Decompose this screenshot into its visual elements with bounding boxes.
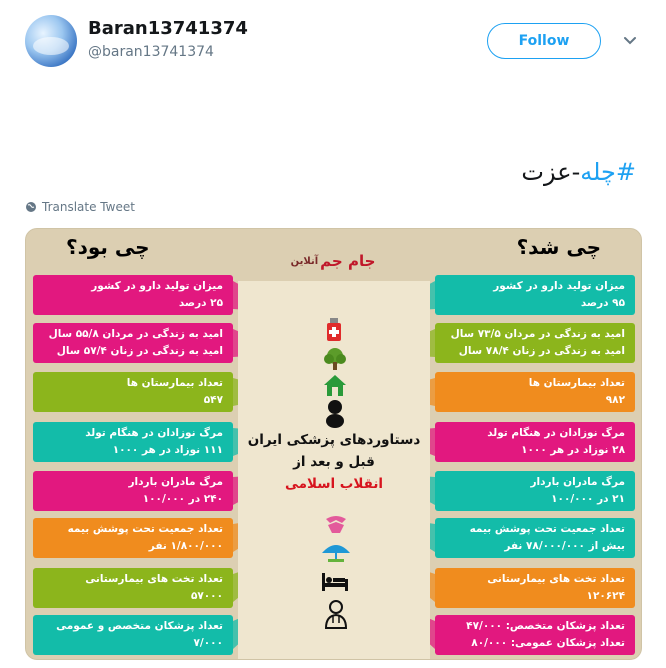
left-card-line2: امید به زندگی در زنان ۵۷/۴ سال — [56, 345, 223, 357]
right-card-line2: تعداد پزشکان عمومی: ۸۰/۰۰۰ — [471, 637, 625, 649]
right-card-line1: مرگ مادران باردار — [530, 476, 625, 488]
medicine-bottle-icon — [323, 317, 345, 343]
left-card-line1: تعداد جمعیت تحت پوشش بیمه — [67, 523, 223, 535]
right-card-line1: تعداد جمعیت تحت پوشش بیمه — [469, 523, 625, 535]
follow-button[interactable]: Follow — [487, 23, 601, 59]
right-card-line1: تعداد پزشکان متخصص: ۴۷/۰۰۰ — [466, 620, 625, 632]
left-card-line1: مرگ مادران باردار — [128, 476, 223, 488]
right-heading: چی شد؟ — [516, 235, 601, 259]
insurance-umbrella-icon — [320, 539, 352, 563]
jamejam-logo — [286, 247, 380, 275]
right-card-line2: ۲۱ در ۱۰۰/۰۰۰ — [551, 493, 625, 505]
left-card-2 — [33, 323, 233, 363]
logo-small-text: آنلاین — [290, 255, 319, 267]
left-card-4 — [33, 422, 233, 462]
right-card-line1: میزان تولید دارو در کشور — [493, 280, 625, 292]
left-card-line2: ۷/۰۰۰ — [193, 637, 223, 649]
left-card-line2: ۱/۸۰۰/۰۰۰ نفر — [148, 540, 223, 552]
translate-label: Translate Tweet — [42, 200, 135, 214]
right-card-5 — [435, 471, 635, 511]
hospital-bed-icon — [320, 569, 350, 593]
chevron-down-icon[interactable] — [622, 33, 638, 49]
left-card-line1: تعداد پزشکان متخصص و عمومی — [56, 620, 223, 632]
left-card-line2: ۵۷۰۰۰ — [190, 590, 223, 602]
center-title-line1: دستاوردهای پزشکی ایران — [247, 432, 421, 448]
left-card-5 — [33, 471, 233, 511]
left-card-line2: ۲۵ درصد — [178, 297, 223, 309]
left-card-line2: ۲۴۰ در ۱۰۰/۰۰۰ — [142, 493, 223, 505]
right-card-line1: مرگ نوزادان در هنگام تولد — [487, 427, 625, 439]
tree-icon — [321, 347, 349, 371]
right-card-line2: ۹۵ درصد — [580, 297, 625, 309]
tweet-text — [521, 158, 636, 186]
mother-child-icon — [322, 513, 350, 535]
right-card-3 — [435, 372, 635, 412]
left-card-line1: تعداد بیمارستان ها — [126, 377, 223, 389]
left-card-8 — [33, 615, 233, 655]
right-card-2 — [435, 323, 635, 363]
right-card-line1: امید به زندگی در مردان ۷۳/۵ سال — [450, 328, 625, 340]
home-icon — [322, 373, 348, 397]
left-card-line1: میزان تولید دارو در کشور — [91, 280, 223, 292]
doctor-icon — [324, 599, 348, 629]
baby-icon — [322, 399, 348, 429]
hashtag-link[interactable]: #چله — [580, 158, 636, 186]
right-card-line2: ۲۸ نوزاد در هر ۱۰۰۰ — [521, 444, 625, 456]
left-card-line1: مرگ نوزادان در هنگام تولد — [85, 427, 223, 439]
center-title — [238, 429, 430, 495]
globe-icon — [25, 201, 37, 213]
left-card-line2: ۱۱۱ نوزاد در هر ۱۰۰۰ — [112, 444, 223, 456]
left-card-1 — [33, 275, 233, 315]
right-card-line2: ۹۸۲ — [605, 394, 625, 406]
right-card-4 — [435, 422, 635, 462]
right-card-line2: ۱۲۰۶۲۴ — [586, 590, 625, 602]
logo-text: جام جم — [320, 252, 376, 270]
left-card-line1: تعداد تخت های بیمارستانی — [85, 573, 223, 585]
avatar[interactable] — [25, 15, 77, 67]
tweet-text-rest: -عزت — [521, 158, 581, 186]
right-card-7 — [435, 568, 635, 608]
left-card-line2: ۵۴۷ — [203, 394, 223, 406]
translate-tweet-link[interactable] — [25, 200, 135, 214]
right-card-8 — [435, 615, 635, 655]
right-card-1 — [435, 275, 635, 315]
left-card-3 — [33, 372, 233, 412]
center-panel — [238, 281, 430, 659]
right-card-6 — [435, 518, 635, 558]
display-name[interactable]: Baran13741374 — [88, 18, 248, 39]
right-card-line2: امید به زندگی در زنان ۷۸/۴ سال — [458, 345, 625, 357]
user-handle[interactable]: @baran13741374 — [88, 44, 214, 60]
left-heading: چی بود؟ — [66, 235, 150, 259]
right-card-line1: تعداد بیمارستان ها — [528, 377, 625, 389]
left-card-7 — [33, 568, 233, 608]
right-card-line2: بیش از ۷۸/۰۰۰/۰۰۰ نفر — [504, 540, 625, 552]
infographic-image[interactable] — [25, 228, 642, 660]
left-card-line1: امید به زندگی در مردان ۵۵/۸ سال — [48, 328, 223, 340]
center-title-line3: انقلاب اسلامی — [284, 476, 384, 492]
center-title-line2: قبل و بعد از — [293, 454, 375, 470]
right-card-line1: تعداد تخت های بیمارستانی — [487, 573, 625, 585]
left-card-6 — [33, 518, 233, 558]
